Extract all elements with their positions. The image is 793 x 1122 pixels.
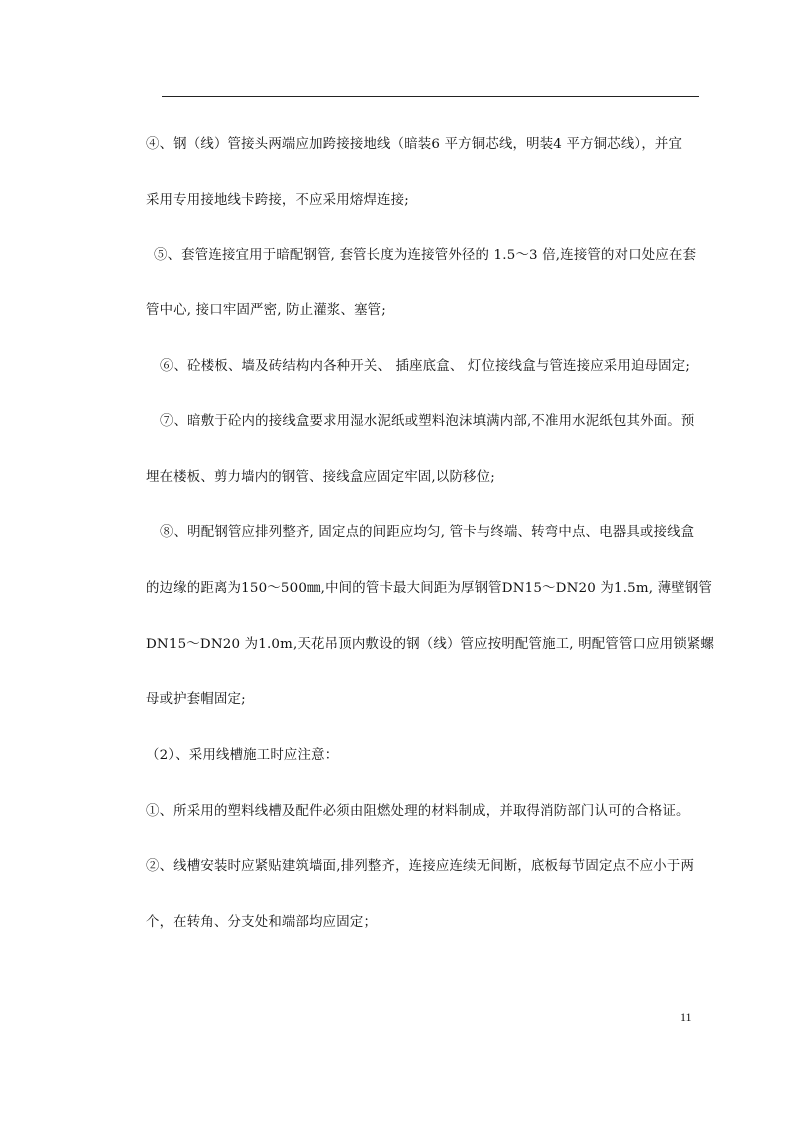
text-line: ⑧、明配钢管应排列整齐, 固定点的间距应均匀, 管卡与终端、转弯中点、电器具或接线盒 — [160, 525, 695, 540]
section-heading: （2）、采用线槽施工时应注意： — [146, 748, 339, 763]
text-line: ⑥、砼楼板、墙及砖结构内各种开关、 插座底盒、 灯位接线盒与管连接应采用迫母固定; — [160, 359, 691, 374]
text-line: 的边缘的距离为150～500㎜,中间的管卡最大间距为厚钢管DN15～DN20 为1.5m, 薄壁钢管 — [146, 581, 713, 596]
text-line: DN15～DN20 为1.0m,天花吊顶内敷设的钢（线）管应按明配管施工, 明配管管口应用锁紧螺 — [146, 637, 715, 652]
text-line: ②、线槽安装时应紧贴建筑墙面,排列整齐，连接应连续无间断，底板每节固定点不应小于两 — [146, 859, 695, 874]
text-line: 个，在转角、分支处和端部均应固定； — [146, 915, 378, 930]
text-line: ①、所采用的塑料线槽及配件必须由阻燃处理的材料制成，并取得消防部门认可的合格证。 — [146, 804, 690, 819]
text-line: 采用专用接地线卡跨接，不应采用熔焊连接; — [146, 193, 409, 208]
text-line: 埋在楼板、剪力墙内的钢管、接线盒应固定牢固,以防移位; — [146, 470, 495, 485]
text-line: 母或护套帽固定; — [146, 692, 246, 707]
page-number: 11 — [680, 1010, 692, 1024]
text-line: ⑦、暗敷于砼内的接线盒要求用湿水泥纸或塑料泡沫填满内部,不准用水泥纸包其外面。预 — [160, 414, 695, 429]
text-line: ⑤、套管连接宜用于暗配钢管, 套管长度为连接管外径的 1.5～3 倍,连接管的对口处应在套 — [154, 248, 697, 263]
header-rule — [162, 96, 699, 97]
text-line: 管中心, 接口牢固严密, 防止灌浆、塞管; — [146, 303, 386, 318]
text-line: ④、钢（线）管接头两端应加跨接接地线（暗装6 平方铜芯线，明装4 平方铜芯线），并宜 — [146, 137, 683, 152]
